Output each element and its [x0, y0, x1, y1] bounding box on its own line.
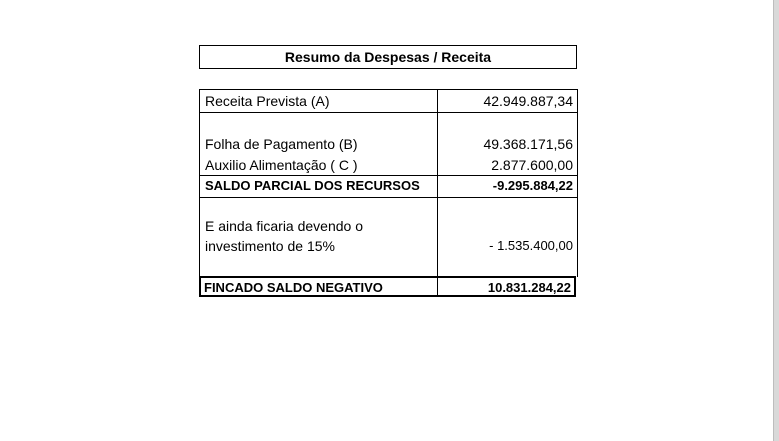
table-title: Resumo da Despesas / Receita [199, 45, 577, 69]
receita-label: Receita Prevista (A) [205, 93, 330, 109]
final-label: FINCADO SALDO NEGATIVO [204, 280, 383, 295]
investimento-label-line1: E ainda ficaria devendo o [205, 218, 363, 234]
row-divider [200, 112, 577, 113]
page-edge-scrollbar[interactable] [773, 0, 779, 441]
summary-table [199, 89, 578, 277]
auxilio-label: Auxilio Alimentação ( C ) [205, 157, 358, 173]
saldo-parcial-value: -9.295.884,22 [492, 178, 573, 193]
investimento-label-line2: investimento de 15% [205, 238, 335, 254]
investimento-value: - 1.535.400,00 [489, 238, 573, 253]
row-divider [200, 175, 577, 176]
final-value: 10.831.284,22 [487, 280, 571, 295]
receita-value: 42.949.887,34 [483, 93, 573, 109]
final-balance-row [199, 276, 576, 297]
column-divider [437, 278, 438, 295]
column-divider [437, 90, 438, 277]
saldo-parcial-label: SALDO PARCIAL DOS RECURSOS [205, 178, 420, 193]
row-divider [200, 197, 577, 198]
folha-label: Folha de Pagamento (B) [205, 136, 358, 152]
auxilio-value: 2.877.600,00 [491, 157, 573, 173]
folha-value: 49.368.171,56 [483, 136, 573, 152]
